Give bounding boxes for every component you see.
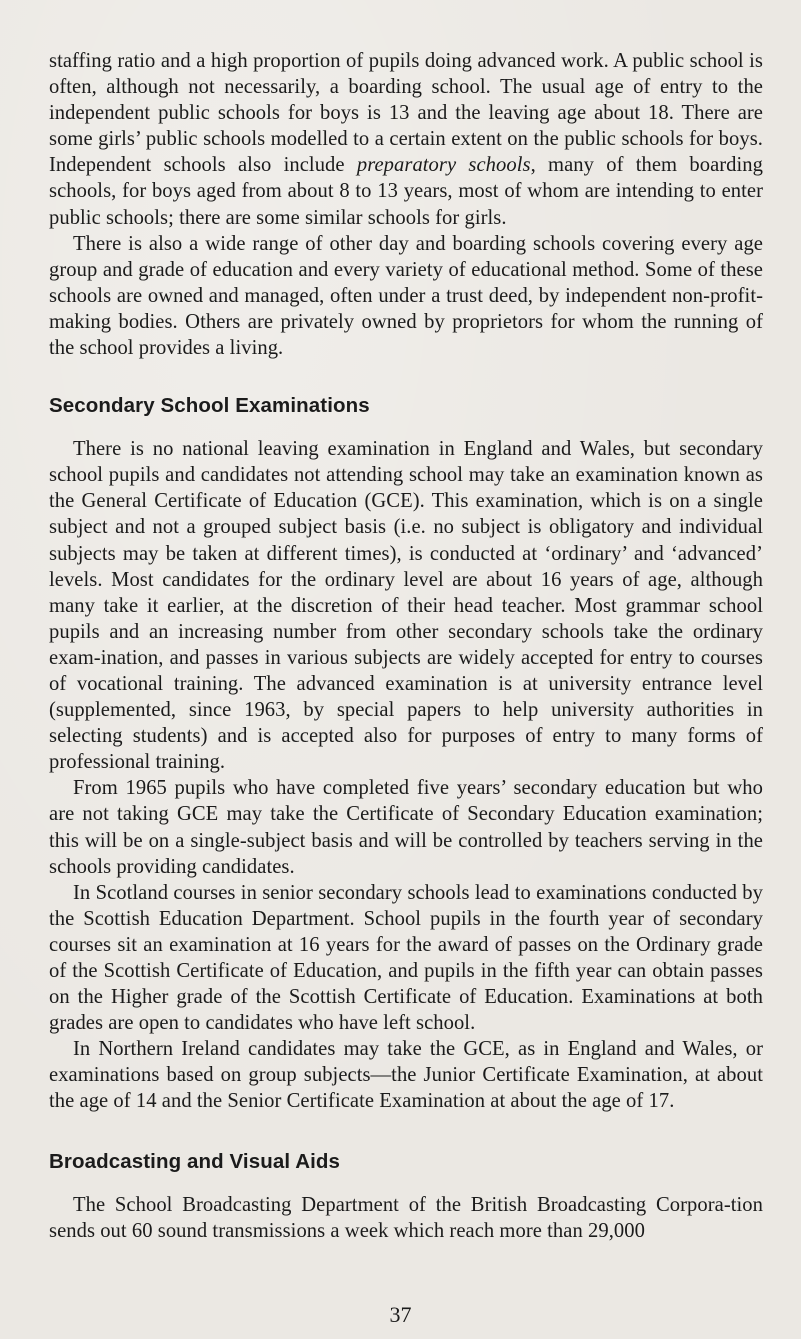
paragraph-text: staffing ratio and a high proportion of pupils doing advanced work. A public school is often, although not necessarily, a boarding school. The usual age of entry to the independent public schools for boys is 13 and the leaving age about 18. There are some girls’ public schools modelled to a certain extent on the public schools for boys. Independent schools also include [49, 50, 763, 177]
paragraph-other-schools: There is also a wide range of other day and boarding schools covering every age group and grade of education and every variety of educational method. Some of these schools are owned and managed, often under a trust deed, by independent non-profit-making bodies. Others are privately owned by proprietors for whom the running of the school provides a living. [49, 232, 763, 360]
paragraph-broadcasting: The School Broadcasting Department of the British Broadcasting Corpora-tion sends out 60 sound transmissions a week which reach more than 29,000 [49, 1193, 763, 1242]
paragraph-scotland: In Scotland courses in senior secondary schools lead to examinations conducted by the Scottish Education Department. School pupils in the fourth year of secondary courses sit an examination at 16 years for the award of passes on the Ordinary grade of the Scottish Certificate of Education, and pupils in the fifth year can obtain passes on the Higher grade of the Scottish Certificate of Education. Examinations at both grades are open to candidates who have left school. [49, 881, 763, 1035]
section-heading-broadcasting: Broadcasting and Visual Aids [49, 1149, 341, 1173]
page-number: 37 [389, 1302, 412, 1327]
paragraph-text: , many of them boarding schools, for boys aged from about 8 to 13 years, most of whom are intending to enter public schools; there are some similar schools for girls. [49, 154, 763, 229]
paragraph-gce: There is no national leaving examination in England and Wales, but secondary school pupils and candidates not attending school may take an examination known as the General Certificate of Education (GCE). This examination, which is on a single subject and not a grouped subject basis (i.e. no subject is obligatory and individual subjects may be taken at different times), is conducted at ‘ordinary’ and ‘advanced’ levels. Most candidates for the ordinary level are about 16 years of age, although many take it earlier, at the discretion of their head teacher. Most grammar school pupils and an increasing number from other secondary schools take the ordinary exam-ination, and passes in various subjects are widely accepted for entry to courses of vocational training. The advanced examination is at university entrance level (supplemented, since 1963, by special papers to help university authorities in selecting students) and is accepted also for purposes of entry to many forms of professional training. [49, 438, 763, 774]
paragraph-public-schools [49, 48, 763, 231]
paragraph-northern-ireland: In Northern Ireland candidates may take the GCE, as in England and Wales, or examinations based on group subjects—the Junior Certificate Examination, at about the age of 14 and the Senior Certificate Examination at about the age of 17. [49, 1038, 763, 1113]
paragraph-cse: From 1965 pupils who have completed five years’ secondary education but who are not taking GCE may take the Certificate of Secondary Education examination; this will be on a single-subject basis and will be controlled by teachers serving in the schools providing candidates. [49, 777, 763, 878]
section-heading-secondary-examinations: Secondary School Examinations [49, 394, 370, 418]
italic-term: preparatory schools [356, 154, 531, 177]
